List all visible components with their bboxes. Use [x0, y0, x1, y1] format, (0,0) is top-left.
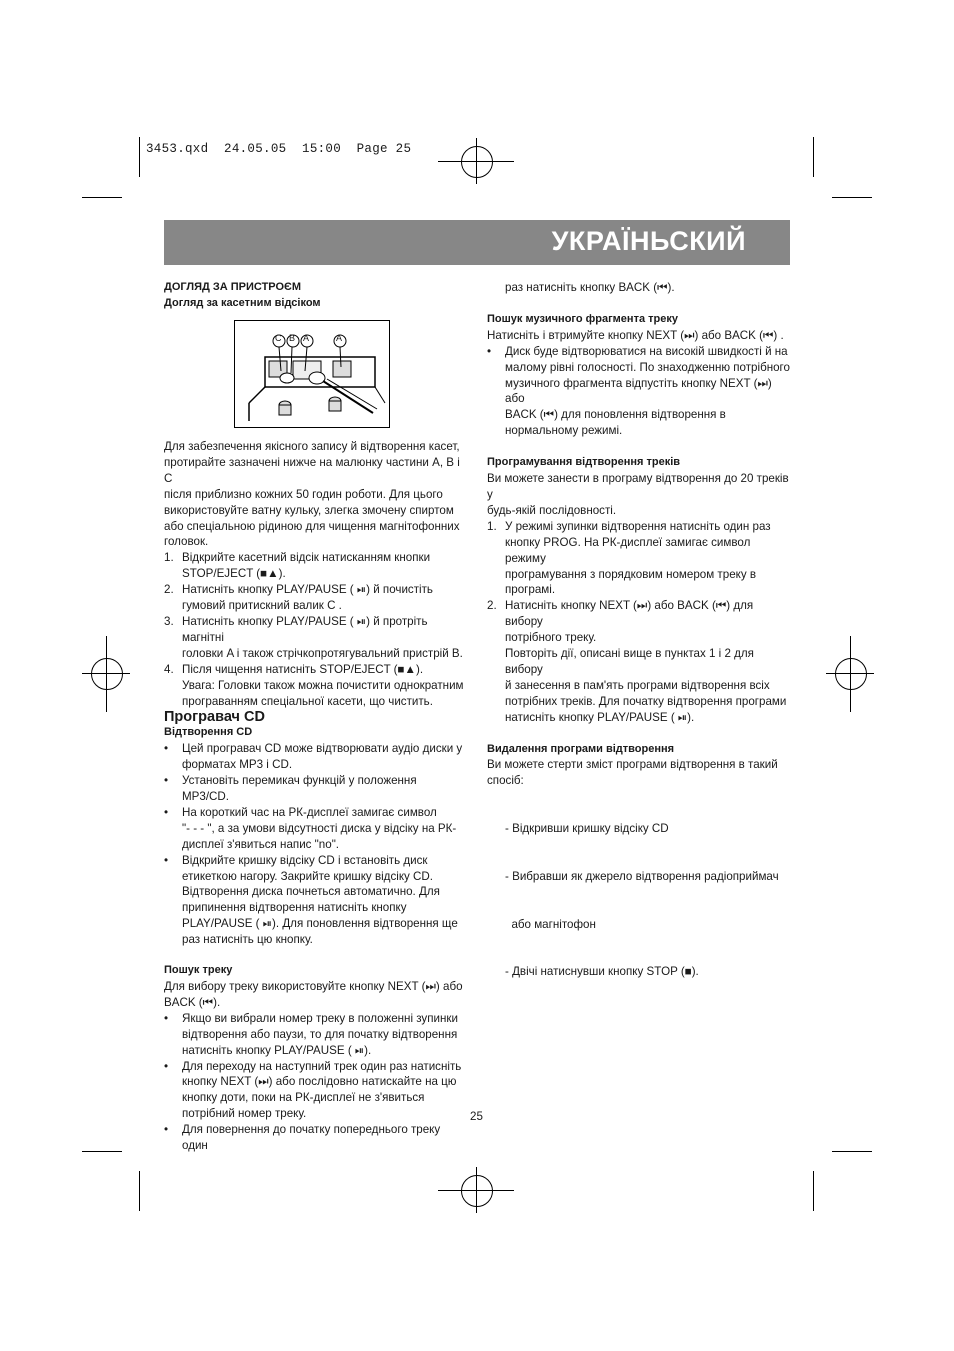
step-line: Увага: Головки також можна почистити однократним: [182, 678, 464, 692]
registration-mark: [461, 1175, 493, 1207]
track-bullets: [164, 1011, 464, 1154]
subsection-heading: Пошук треку: [164, 964, 233, 977]
registration-mark: [91, 658, 123, 690]
spacer: [487, 726, 792, 742]
list-item: [164, 662, 464, 710]
crop-mark: [82, 1151, 122, 1152]
crop-mark: [832, 197, 872, 198]
left-column: [164, 280, 464, 312]
step-line: потрібних треків. Для початку відтворення програми: [505, 694, 787, 708]
crop-mark: [813, 137, 814, 177]
bullet-line: припинення відтворення натисніть кнопку: [182, 901, 407, 915]
bullet-line: Для повернення до початку попереднього треку один: [182, 1123, 441, 1153]
spacer: [487, 296, 792, 312]
figure-label: A: [303, 333, 310, 343]
step-number: 3.: [164, 614, 174, 628]
step-line: програмування з порядковим номером треку в: [505, 567, 757, 581]
list-item: [164, 853, 464, 948]
intro-line: або спеціальною рідиною для чищення магнітофонних: [164, 519, 460, 533]
list-item: [164, 741, 464, 773]
registration-cross: [850, 636, 851, 712]
bullet: •: [487, 344, 492, 358]
list-item: [164, 805, 464, 853]
bullet-line: "- - - ", а за умови відсутності диска у відсіку на РК-: [182, 821, 457, 835]
step-line: програмі.: [505, 583, 556, 597]
left-column-body: [164, 439, 464, 1154]
bullet-line: Відтворення диска почнеться автоматично. Для: [182, 885, 440, 899]
step-line: Після чищення натисніть STOP/EJECT (■▲).: [182, 662, 424, 676]
bullet: •: [164, 1059, 169, 1073]
bullet-line: На короткий час на РК-дисплеї замигає символ: [182, 805, 437, 819]
method-line: або магнітофон: [505, 917, 596, 931]
step-number: 1.: [164, 551, 174, 565]
figure-label: C: [275, 333, 282, 343]
step-number: 2.: [164, 583, 174, 597]
bullet-line: раз натисніть цю кнопку.: [182, 933, 313, 947]
step-line: гумовий притискний валик C .: [182, 599, 342, 613]
subsection-heading: Видалення програми відтворення: [487, 742, 675, 755]
intro-line: протирайте зазначені нижче на малюнку частини A, B і C: [164, 455, 460, 485]
step-line: програванням спеціальної касети, що чистить.: [182, 694, 433, 708]
bullet-line: Установіть перемикач функцій у положення MP3/CD.: [182, 774, 417, 804]
bullet: •: [164, 853, 169, 867]
method-line: - Відкривши кришку відсіку CD: [505, 822, 669, 836]
bullet: •: [164, 805, 169, 819]
track-intro-line: BACK (⏮).: [164, 995, 221, 1009]
subsection-heading: Догляд за касетним відсіком: [164, 296, 321, 309]
del-intro-line: Ви можете стерти зміст програми відтворення в такий: [487, 758, 778, 772]
intro-line: Для забезпечення якісного запису й відтворення касет,: [164, 440, 460, 453]
step-line: головки A і також стрічкопротягувальний пристрій B.: [182, 646, 463, 660]
cassette-head-diagram: [235, 321, 389, 427]
bullet-line: етикеткою нагору. Закрийте кришку відсіку CD.: [182, 869, 434, 883]
step-line: Натисніть кнопку PLAY/PAUSE ( ⏯) й протріть магнітні: [182, 614, 428, 644]
method-line: - Вибравши як джерело відтворення радіоприймач: [505, 869, 779, 883]
right-column: [487, 280, 792, 1012]
registration-mark: [835, 658, 867, 690]
bullet: •: [164, 1123, 169, 1137]
track-intro-line: Для вибору треку використовуйте кнопку NEXT (⏭) або: [164, 980, 463, 993]
frag-bullets: [487, 344, 792, 439]
list-item: [487, 598, 792, 725]
registration-cross: [106, 636, 107, 712]
figure-label: B: [289, 333, 296, 343]
step-line: Натисніть кнопку PLAY/PAUSE ( ⏯) й почистіть: [182, 583, 433, 597]
bullet-line: форматах MP3 і CD.: [182, 758, 293, 772]
list-item: [164, 582, 464, 614]
registration-cross: [476, 138, 477, 184]
step-line: У режимі зупинки відтворення натисніть один раз: [505, 519, 771, 533]
registration-cross: [476, 1167, 477, 1213]
bullet-line: дисплеї з'явиться напис "no".: [182, 837, 340, 851]
banner-title: УКРАЇНЬСКИЙ: [551, 226, 746, 256]
step-line: Відкрийте касетний відсік натисканням кнопки: [182, 551, 431, 565]
subsection-heading: Пошук музичного фрагмента треку: [487, 312, 678, 325]
cleaning-steps: [164, 550, 464, 709]
bullet-line: PLAY/PAUSE ( ⏯). Для поновлення відтворення ще: [182, 917, 458, 931]
step-line: натисніть кнопку PLAY/PAUSE ( ⏯).: [505, 710, 695, 724]
step-number: 1.: [487, 519, 497, 533]
crop-mark: [139, 137, 140, 177]
figure-label: A: [336, 333, 343, 343]
step-line: й занесення в пам'ять програми відтворення всіх: [505, 678, 770, 692]
step-line: потрібного треку.: [505, 631, 597, 645]
method-line: - Двічі натиснувши кнопку STOP (■).: [505, 965, 699, 979]
delete-methods: [487, 789, 792, 1012]
bullet: •: [164, 1011, 169, 1025]
prog-steps: [487, 519, 792, 726]
bullet-line: кнопку доти, поки на РК-дисплеї не з'явиться: [182, 1091, 425, 1105]
list-item: [487, 344, 792, 439]
bullet-line: Відкрийте кришку відсіку CD і встановіть диск: [182, 853, 428, 867]
step-line: Натисніть кнопку NEXT (⏭) або BACK (⏮) для вибору: [505, 599, 754, 629]
frag-intro: Натисніть і втримуйте кнопку NEXT (⏭) або BACK (⏮) .: [487, 328, 784, 342]
cd-player-heading: Програвач CD: [164, 709, 265, 726]
list-item: [164, 1059, 464, 1123]
bullet-line: потрібний номер треку.: [182, 1107, 307, 1121]
cassette-deck-illustration: [234, 320, 390, 428]
intro-line: головок.: [164, 535, 209, 549]
intro-line: після приблизно кожних 50 годин роботи. Для цього: [164, 487, 443, 501]
step-line: Повторіть дії, описані вище в пунктах 1 і 2 для вибору: [505, 647, 754, 676]
bullet-line: музичного фрагмента відпустіть кнопку NEXT (⏭) або: [505, 376, 772, 406]
subsection-heading: Програмування відтворення треків: [487, 456, 681, 469]
cd-bullets: [164, 741, 464, 948]
list-item: [164, 1122, 464, 1154]
bullet-line: нормальному режимі.: [505, 424, 623, 438]
crop-mark: [813, 1171, 814, 1211]
step-number: 4.: [164, 662, 174, 676]
page-number: 25: [470, 1110, 483, 1123]
bullet-line: натисніть кнопку PLAY/PAUSE ( ⏯).: [182, 1043, 372, 1057]
list-item: [164, 773, 464, 805]
step-number: 2.: [487, 599, 497, 613]
list-item: [487, 519, 792, 599]
bullet-line: малому рівні голосності. По знаходженню потрібного: [505, 360, 790, 374]
bullet-line: Диск буде відтворюватися на високій швидкості й на: [505, 344, 788, 358]
file-slug: 3453.qxd 24.05.05 15:00 Page 25: [146, 142, 412, 156]
bullet: •: [164, 742, 169, 756]
list-item: [164, 550, 464, 582]
step-line: кнопку PROG. На РК-дисплеї замигає символ режиму: [505, 535, 751, 565]
crop-mark: [832, 1151, 872, 1152]
bullet-line: відтворення або паузи, то для початку відтворення: [182, 1027, 458, 1041]
step-line: STOP/EJECT (■▲).: [182, 567, 286, 581]
crop-mark: [139, 1171, 140, 1211]
prog-intro-line: будь-якій послідовності.: [487, 503, 617, 517]
del-intro-line: спосіб:: [487, 774, 524, 788]
spacer: [164, 948, 464, 963]
spacer: [487, 439, 792, 455]
language-banner: [164, 220, 790, 265]
intro-line: використовуйте ватну кульку, злегка змочену спиртом: [164, 503, 454, 517]
list-item: [164, 1011, 464, 1059]
prog-intro-line: Ви можете занести в програму відтворення до 20 треків у: [487, 472, 789, 501]
registration-mark: [461, 146, 493, 178]
bullet-line: кнопку NEXT (⏭) або послідовно натискайте на цю: [182, 1075, 457, 1089]
crop-mark: [82, 197, 122, 198]
bullet-line: Для переходу на наступний трек один раз натисніть: [182, 1059, 462, 1073]
bullet-line: Якщо ви вибрали номер треку в положенні зупинки: [182, 1011, 458, 1025]
subsection-heading: Відтворення CD: [164, 726, 253, 739]
bullet-line: BACK (⏮) для поновлення відтворення в: [505, 408, 726, 422]
section-heading: ДОГЛЯД ЗА ПРИСТРОЄМ: [164, 281, 302, 293]
continued-line: раз натисніть кнопку BACK (⏮).: [505, 281, 675, 294]
list-item: [164, 614, 464, 662]
bullet: •: [164, 774, 169, 788]
bullet-line: Цей програвач CD може відтворювати аудіо диски у: [182, 742, 463, 756]
